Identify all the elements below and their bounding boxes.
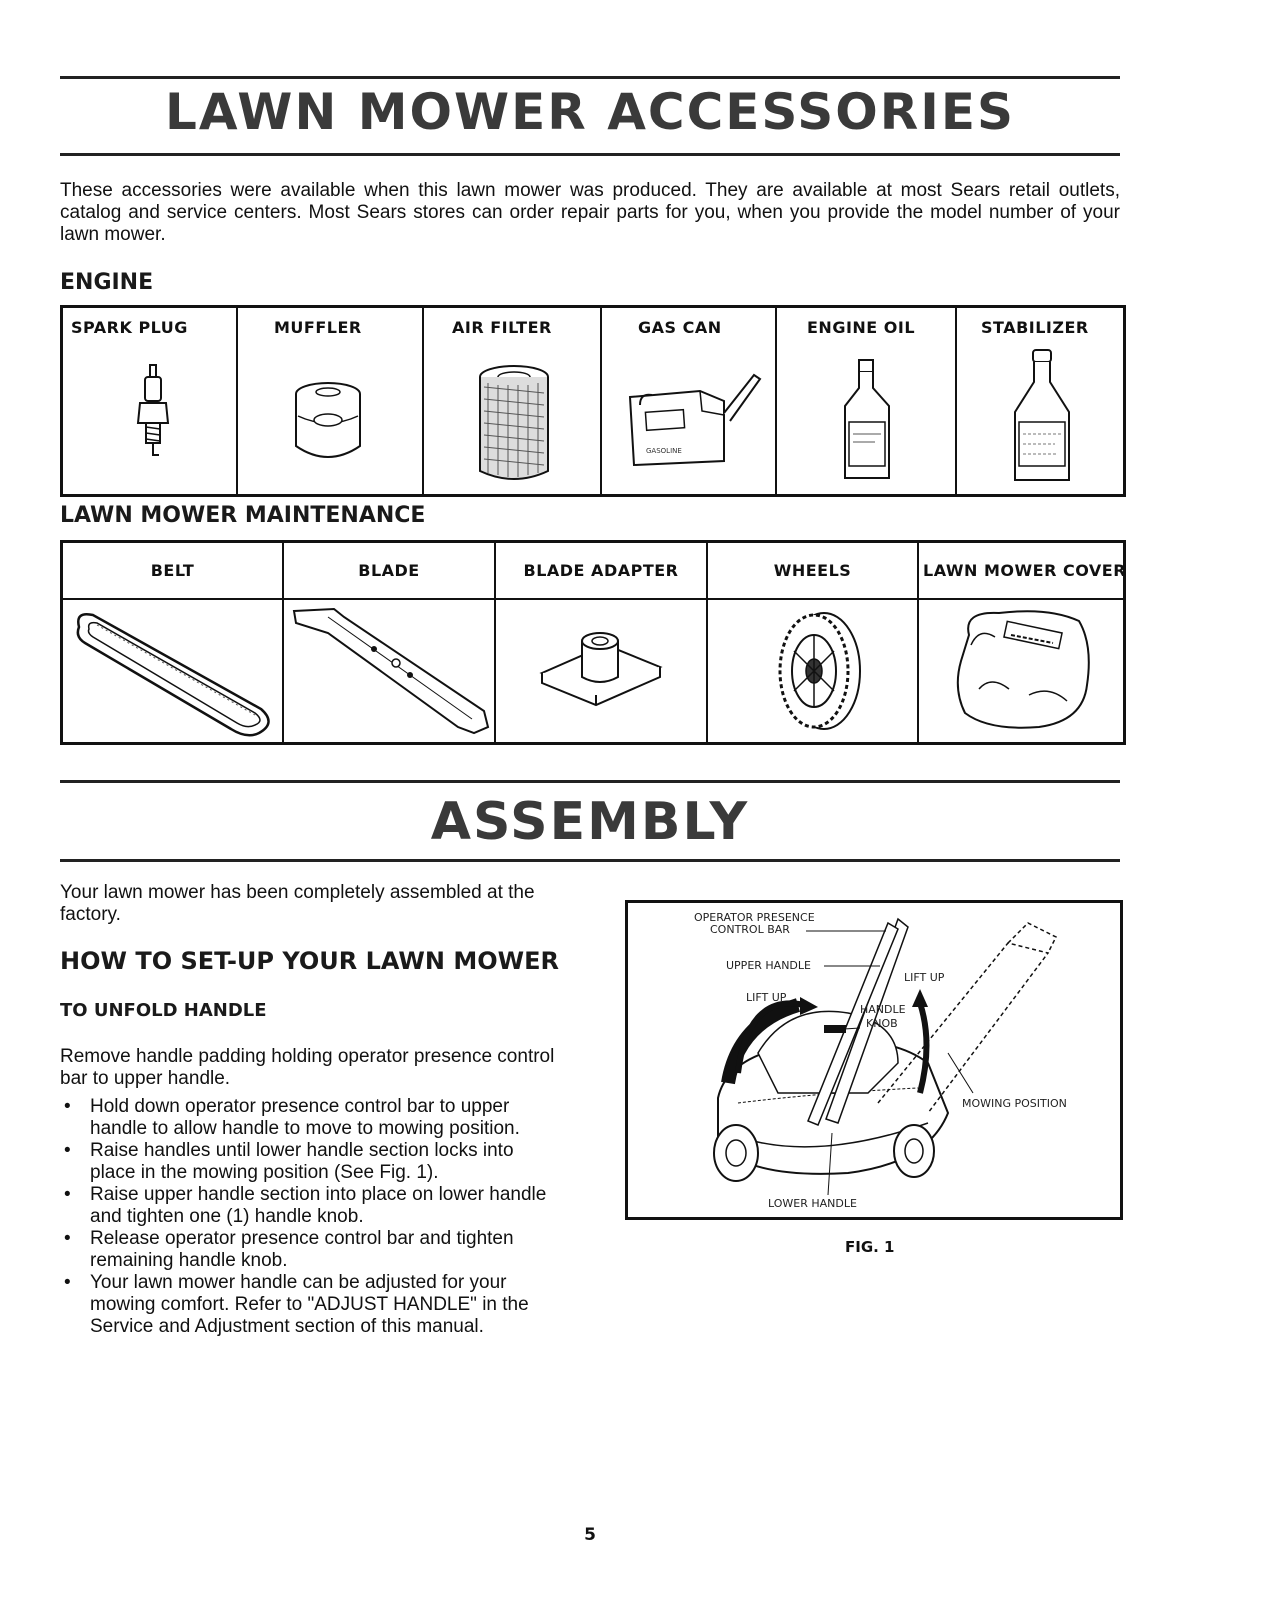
assembly-title: ASSEMBLY	[430, 792, 750, 852]
unfold-step: • Release operator presence control bar and tighten remaining handle knob.	[60, 1228, 555, 1272]
unfold-step: • Raise handles until lower handle section locks into place in the mowing position (See Fig. 1).	[60, 1140, 555, 1184]
label-lift-up-left: LIFT UP	[746, 991, 787, 1004]
maintenance-item-label: BELT	[150, 561, 195, 580]
mower-handle-diagram	[628, 903, 1120, 1217]
engine-item-engine-oil	[777, 308, 957, 494]
engine-heading: ENGINE	[60, 270, 154, 295]
unfold-step: • Hold down operator presence control bar to upper handle to allow handle to move to mowing position.	[60, 1096, 555, 1140]
page-number: 5	[584, 1525, 596, 1545]
label-handle: HANDLE	[860, 1003, 906, 1016]
accessories-intro: These accessories were available when this lawn mower was produced. They are available at most Sears retail outlets, catalog and service centers. Most Sears stores can order repair parts for you, when you provide the model number of your lawn mower.	[60, 180, 1120, 245]
maintenance-item-blade	[284, 543, 496, 742]
mower-cover-icon	[949, 605, 1099, 735]
label-operator-presence: OPERATOR PRESENCE	[694, 911, 815, 924]
label-knob: KNOB	[866, 1017, 898, 1030]
belt-icon	[71, 605, 276, 741]
maintenance-heading: LAWN MOWER MAINTENANCE	[60, 503, 426, 528]
blade-icon	[288, 603, 493, 743]
stabilizer-bottle-icon	[1007, 348, 1077, 488]
figure-caption: FIG. 1	[845, 1238, 895, 1256]
engine-item-spark-plug	[63, 308, 238, 494]
label-lower-handle: LOWER HANDLE	[768, 1197, 857, 1210]
gas-can-icon	[620, 353, 770, 473]
engine-item-label: MUFFLER	[274, 318, 362, 337]
setup-heading: HOW TO SET-UP YOUR LAWN MOWER	[60, 947, 559, 975]
maintenance-item-label: LAWN MOWER COVER	[923, 561, 1127, 580]
assembly-underline	[60, 859, 1120, 862]
engine-accessories-grid	[60, 305, 1126, 497]
assembly-intro: Your lawn mower has been completely assembled at the factory.	[60, 882, 535, 925]
maintenance-item-belt	[63, 543, 284, 742]
label-control-bar: CONTROL BAR	[710, 923, 790, 936]
label-upper-handle: UPPER HANDLE	[726, 959, 811, 972]
maintenance-accessories-grid	[60, 540, 1126, 745]
label-mowing-position: MOWING POSITION	[962, 1097, 1067, 1110]
label-lift-up-right: LIFT UP	[904, 971, 945, 984]
engine-item-label: AIR FILTER	[452, 318, 552, 337]
maintenance-item-wheels	[708, 543, 919, 742]
top-rule	[60, 76, 1120, 79]
engine-item-stabilizer	[957, 308, 1123, 494]
maintenance-item-lawn-mower-cover	[919, 543, 1127, 742]
spark-plug-icon	[128, 363, 178, 473]
engine-item-gas-can	[602, 308, 777, 494]
oil-bottle-icon	[837, 358, 897, 483]
muffler-icon	[288, 378, 368, 468]
accessories-title: LAWN MOWER ACCESSORIES	[165, 83, 1015, 141]
assembly-top-rule	[60, 780, 1120, 783]
unfold-step: • Your lawn mower handle can be adjusted for your mowing comfort. Refer to "ADJUST HANDLE" in the Service and Adjustment section of this manual.	[60, 1272, 555, 1338]
gas-can-text: GASOLINE	[646, 447, 682, 455]
unfold-steps-list	[60, 1096, 555, 1338]
maintenance-item-blade-adapter	[496, 543, 708, 742]
engine-item-air-filter	[424, 308, 602, 494]
blade-adapter-icon	[536, 621, 666, 721]
maintenance-item-label: BLADE	[358, 561, 420, 580]
engine-item-label: SPARK PLUG	[71, 318, 188, 337]
title-underline	[60, 153, 1120, 156]
figure-1-frame	[625, 900, 1123, 1220]
engine-item-label: STABILIZER	[981, 318, 1089, 337]
unfold-handle-intro: Remove handle padding holding operator presence control bar to upper handle.	[60, 1046, 555, 1089]
maintenance-item-label: BLADE ADAPTER	[523, 561, 679, 580]
unfold-step: • Raise upper handle section into place on lower handle and tighten one (1) handle knob.	[60, 1184, 555, 1228]
engine-item-label: GAS CAN	[638, 318, 722, 337]
engine-item-muffler	[238, 308, 424, 494]
air-filter-icon	[474, 363, 554, 488]
wheel-icon	[768, 605, 868, 735]
engine-item-label: ENGINE OIL	[807, 318, 916, 337]
unfold-handle-heading: TO UNFOLD HANDLE	[60, 1000, 267, 1021]
maintenance-item-label: WHEELS	[773, 561, 852, 580]
